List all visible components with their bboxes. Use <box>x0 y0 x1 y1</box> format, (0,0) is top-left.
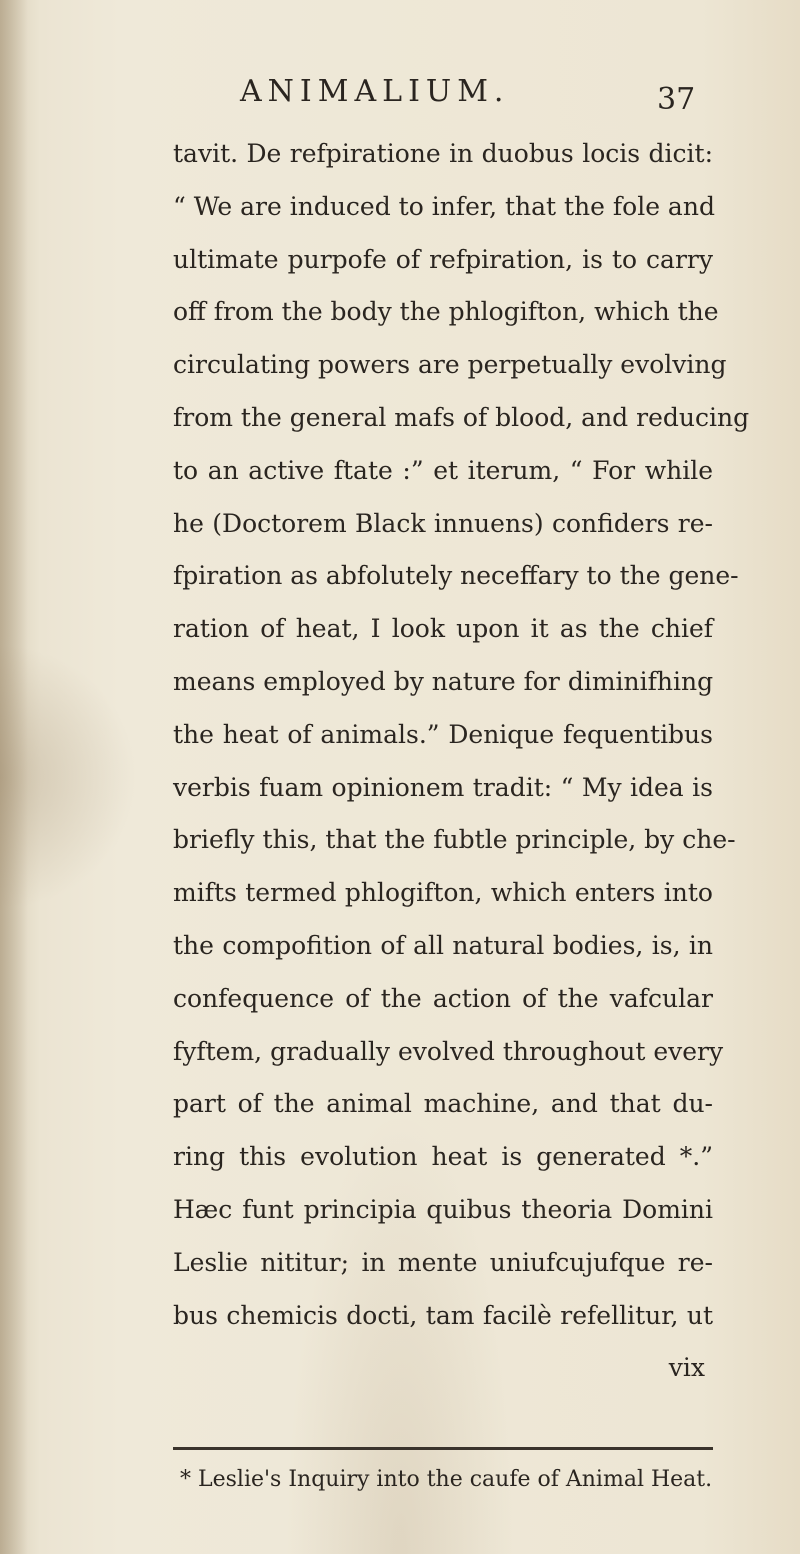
page-number: 37 <box>657 82 696 117</box>
text-line: confequence of the action of the vafcular <box>173 983 713 1013</box>
text-line: means employed by nature for diminifhing <box>173 666 714 696</box>
running-head <box>0 70 800 120</box>
text-line: the compofition of all natural bodies, is, in <box>173 930 713 960</box>
footnote: * Leslie's Inquiry into the caufe of Animal Heat. <box>180 1467 713 1492</box>
text-line: the heat of animals.” Denique fequentibus <box>173 719 713 749</box>
text-line: Hæc funt principia quibus theoria Domini <box>173 1194 713 1224</box>
text-line: from the general mafs of blood, and reducing <box>173 402 750 432</box>
text-line: bus chemicis docti, tam facilè refellitur, ut <box>173 1300 713 1330</box>
text-line: off from the body the phlogifton, which the <box>173 297 719 327</box>
body-text <box>173 128 750 1395</box>
text-line: ultimate purpofe of refpiration, is to carry <box>173 244 713 274</box>
running-title: ANIMALIUM. <box>240 74 510 109</box>
text-line: to an active ftate :” et iterum, “ For while <box>173 455 713 485</box>
text-line: Leslie nititur; in mente uniufcujufque re- <box>173 1247 713 1277</box>
text-line: ration of heat, I look upon it as the chief <box>173 614 713 644</box>
text-line: ring this evolution heat is generated *.” <box>173 1142 713 1172</box>
text-line: circulating powers are perpetually evolving <box>173 350 727 380</box>
text-line: verbis fuam opinionem tradit: “ My idea is <box>173 772 713 802</box>
text-line: he (Doctorem Black innuens) confiders re- <box>173 508 713 538</box>
catchword: vix <box>668 1353 705 1383</box>
footnote-rule <box>173 1447 713 1450</box>
text-line: mifts termed phlogifton, which enters into <box>173 878 713 908</box>
text-line: tavit. De refpiratione in duobus locis dicit: <box>173 139 713 168</box>
text-line: briefly this, that the fubtle principle, by che- <box>173 825 736 855</box>
text-line: “ We are induced to infer, that the fole and <box>173 191 715 221</box>
text-line: fyftem, gradually evolved throughout every <box>173 1036 724 1066</box>
page-shadow <box>0 0 28 1554</box>
text-line: fpiration as abfolutely neceffary to the gene- <box>173 561 739 591</box>
text-line: part of the animal machine, and that du- <box>173 1089 713 1119</box>
